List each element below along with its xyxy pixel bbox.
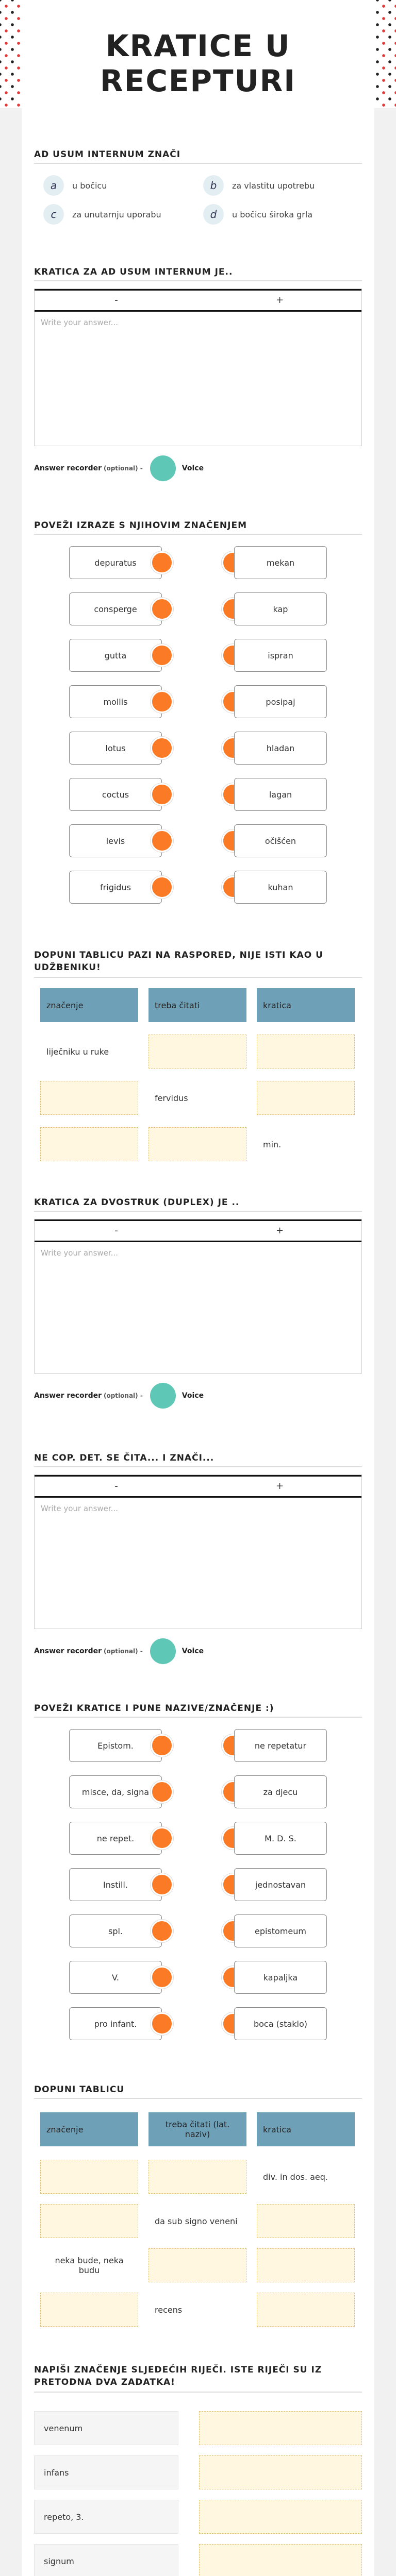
match-connector-dot[interactable] [151, 1827, 173, 1850]
match-left-item[interactable]: depuratus [69, 546, 162, 579]
table-header: značenje [40, 2112, 138, 2146]
answer-input[interactable]: Write your answer... [41, 1248, 118, 1258]
drop-zone[interactable] [199, 2455, 362, 2489]
match-left-item[interactable]: misce, da, signa [69, 1775, 162, 1808]
match-connector-dot[interactable] [151, 2012, 173, 2035]
drop-zone[interactable] [148, 1127, 246, 1161]
match-right-item[interactable]: kuhan [234, 871, 327, 904]
match-right-item[interactable]: jednostavan [234, 1868, 327, 1901]
match-connector-dot[interactable] [151, 1734, 173, 1757]
match-connector-dot[interactable] [151, 829, 173, 852]
match-right-item[interactable]: boca (staklo) [234, 2007, 327, 2040]
match-left-item[interactable]: pro infant. [69, 2007, 162, 2040]
match-right-item[interactable]: hladan [234, 732, 327, 765]
drop-zone[interactable] [257, 1035, 355, 1069]
match-connector-dot[interactable] [151, 1920, 173, 1942]
drop-zone[interactable] [257, 2248, 355, 2282]
decrease-button[interactable]: - [114, 1225, 118, 1236]
table-cell: neka bude, neka budu [40, 2248, 138, 2282]
match-left-item[interactable]: coctus [69, 778, 162, 811]
match-connector-dot[interactable] [151, 551, 173, 574]
answer-box-q5[interactable] [34, 1219, 362, 1374]
q6-title: NE COP. DET. SE ČITA... I ZNAČI... [34, 1453, 362, 1467]
q1-title: AD USUM INTERNUM ZNAČI [34, 149, 362, 164]
match-connector-dot[interactable] [151, 737, 173, 759]
answer-box-q2[interactable] [34, 289, 362, 446]
increase-button[interactable]: + [275, 1481, 284, 1492]
increase-button[interactable]: + [275, 295, 284, 306]
word-row [34, 2455, 362, 2489]
match-right-item[interactable]: za djecu [234, 1775, 327, 1808]
answer-recorder-q2: Answer recorder (optional) - Voice [34, 455, 204, 481]
match-left-item[interactable]: spl. [69, 1914, 162, 1947]
option-c[interactable]: c za unutarnju uporabu [43, 204, 161, 225]
word-label: infans [34, 2455, 178, 2489]
q3-title: POVEŽI IZRAZE S NJIHOVIM ZNAČENJEM [34, 520, 362, 535]
mic-icon[interactable] [150, 455, 176, 481]
page-title: KRATICE U RECEPTURI [100, 28, 296, 98]
table-cell: fervidus [148, 1081, 246, 1115]
table-header: kratica [257, 988, 355, 1022]
drop-zone[interactable] [40, 2293, 138, 2327]
match-right-item[interactable]: ispran [234, 639, 327, 672]
drop-zone[interactable] [40, 1127, 138, 1161]
match-connector-dot[interactable] [151, 1966, 173, 1989]
match-left-item[interactable]: V. [69, 1961, 162, 1994]
drop-zone[interactable] [40, 2160, 138, 2194]
drop-zone[interactable] [199, 2544, 362, 2576]
match-connector-dot[interactable] [151, 783, 173, 806]
match-right-item[interactable]: posipaj [234, 685, 327, 718]
word-label: venenum [34, 2411, 178, 2445]
option-a[interactable]: a u bočicu [43, 175, 107, 196]
match-right-item[interactable]: epistomeum [234, 1914, 327, 1947]
table-cell: liječniku u ruke [40, 1035, 138, 1069]
match-left-item[interactable]: Instill. [69, 1868, 162, 1901]
match-left-item[interactable]: consperge [69, 592, 162, 625]
option-d[interactable]: d u bočicu široka grla [203, 204, 312, 225]
match-right-item[interactable]: ne repetatur [234, 1729, 327, 1762]
match-right-item[interactable]: kap [234, 592, 327, 625]
match-left-item[interactable]: levis [69, 824, 162, 857]
table-header: treba čitati (lat. naziv) [148, 2112, 246, 2146]
match-right-item[interactable]: očišćen [234, 824, 327, 857]
table-header: kratica [257, 2112, 355, 2146]
mic-icon[interactable] [150, 1383, 176, 1409]
match-left-item[interactable]: lotus [69, 732, 162, 765]
answer-box-q6[interactable] [34, 1475, 362, 1629]
drop-zone[interactable] [148, 2160, 246, 2194]
word-label: signum [34, 2544, 178, 2576]
word-label: repeto, 3. [34, 2500, 178, 2534]
match-left-item[interactable]: mollis [69, 685, 162, 718]
q8-title: DOPUNI TABLICU [34, 2084, 362, 2099]
drop-zone[interactable] [257, 2293, 355, 2327]
match-right-item[interactable]: mekan [234, 546, 327, 579]
match-left-item[interactable]: frigidus [69, 871, 162, 904]
drop-zone[interactable] [257, 2204, 355, 2238]
drop-zone[interactable] [148, 2248, 246, 2282]
answer-recorder-q6: Answer recorder (optional) - Voice [34, 1638, 204, 1664]
drop-zone[interactable] [199, 2500, 362, 2534]
answer-recorder-q5: Answer recorder (optional) - Voice [34, 1383, 204, 1409]
match-connector-dot[interactable] [151, 1873, 173, 1896]
q9-title: NAPIŠI ZNAČENJE SLJEDEĆIH RIJEČI. ISTE RIJEČI SU IZ PRETODNA DVA ZADATKA! [34, 2364, 362, 2393]
increase-button[interactable]: + [275, 1225, 284, 1236]
option-b[interactable]: b za vlastitu upotrebu [203, 175, 315, 196]
answer-input[interactable]: Write your answer... [41, 1504, 118, 1513]
drop-zone[interactable] [40, 1081, 138, 1115]
table-cell: da sub signo veneni [148, 2204, 246, 2238]
match-left-item[interactable]: gutta [69, 639, 162, 672]
match-connector-dot[interactable] [151, 1781, 173, 1803]
match-connector-dot[interactable] [151, 598, 173, 620]
match-right-item[interactable]: lagan [234, 778, 327, 811]
decrease-button[interactable]: - [114, 295, 118, 306]
drop-zone[interactable] [148, 1035, 246, 1069]
table-cell: div. in dos. aeq. [257, 2160, 355, 2194]
match-left-item[interactable]: ne repet. [69, 1822, 162, 1855]
worksheet [22, 0, 374, 2576]
drop-zone[interactable] [40, 2204, 138, 2238]
word-row [34, 2544, 362, 2576]
drop-zone[interactable] [257, 1081, 355, 1115]
match-connector-dot[interactable] [151, 644, 173, 667]
q7-title: POVEŽI KRATICE I PUNE NAZIVE/ZNAČENJE :) [34, 1703, 362, 1718]
table-cell: min. [257, 1127, 355, 1161]
q4-title: DOPUNI TABLICU PAZI NA RASPORED, NIJE ISTI KAO U UDŽBENIKU! [34, 949, 362, 978]
q5-title: KRATICA ZA DVOSTRUK (DUPLEX) JE .. [34, 1197, 362, 1212]
table-cell: recens [148, 2293, 246, 2327]
mic-icon[interactable] [150, 1638, 176, 1664]
drop-zone[interactable] [199, 2411, 362, 2445]
match-right-item[interactable]: kapaljka [234, 1961, 327, 1994]
match-right-item[interactable]: M. D. S. [234, 1822, 327, 1855]
decrease-button[interactable]: - [114, 1481, 118, 1492]
table-header: značenje [40, 988, 138, 1022]
table-header: treba čitati [148, 988, 246, 1022]
match-connector-dot[interactable] [151, 876, 173, 899]
match-connector-dot[interactable] [151, 690, 173, 713]
match-left-item[interactable]: Epistom. [69, 1729, 162, 1762]
word-row [34, 2411, 362, 2445]
q2-title: KRATICA ZA AD USUM INTERNUM JE.. [34, 267, 362, 281]
answer-input[interactable]: Write your answer... [41, 318, 118, 327]
word-row [34, 2500, 362, 2534]
